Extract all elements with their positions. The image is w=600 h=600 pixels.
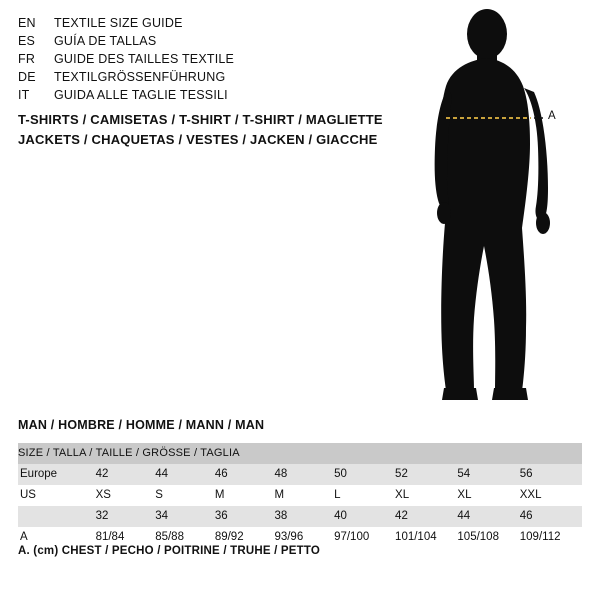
table-cell: 105/108 bbox=[457, 527, 519, 548]
table-cell: 34 bbox=[155, 506, 215, 527]
table-cell: XL bbox=[457, 485, 519, 506]
table-header-label: SIZE / TALLA / TAILLE / GRÖSSE / TAGLIA bbox=[18, 443, 582, 464]
table-cell: L bbox=[334, 485, 395, 506]
legend-row bbox=[18, 14, 378, 32]
table-row bbox=[18, 464, 582, 485]
table-cell: 40 bbox=[334, 506, 395, 527]
table-cell: 56 bbox=[520, 464, 582, 485]
table-cell: 42 bbox=[395, 506, 457, 527]
table-row bbox=[18, 506, 582, 527]
table-cell: XL bbox=[395, 485, 457, 506]
table-cell: 48 bbox=[274, 464, 334, 485]
legend-text: GUIDE DES TAILLES TEXTILE bbox=[54, 52, 235, 66]
table-cell: 46 bbox=[520, 506, 582, 527]
table-cell: 42 bbox=[96, 464, 156, 485]
table-cell: M bbox=[274, 485, 334, 506]
row-label-a: A bbox=[18, 527, 96, 548]
table-cell: 52 bbox=[395, 464, 457, 485]
table-cell: 85/88 bbox=[155, 527, 215, 548]
table-cell: M bbox=[215, 485, 275, 506]
table-cell: S bbox=[155, 485, 215, 506]
garment-types bbox=[18, 110, 398, 150]
legend-code: ES bbox=[18, 34, 36, 48]
row-label-us: US bbox=[18, 485, 96, 506]
section-title-man: MAN / HOMBRE / HOMME / MANN / MAN bbox=[18, 418, 265, 432]
table-cell: 109/112 bbox=[520, 527, 582, 548]
legend-text: GUIDA ALLE TAGLIE TESSILI bbox=[54, 88, 228, 102]
size-table bbox=[18, 443, 582, 548]
legend-row bbox=[18, 50, 378, 68]
table-cell: XXL bbox=[520, 485, 582, 506]
table-cell: 93/96 bbox=[274, 527, 334, 548]
legend-code: EN bbox=[18, 16, 36, 30]
table-cell: 81/84 bbox=[96, 527, 156, 548]
table-row bbox=[18, 485, 582, 506]
table-cell: 97/100 bbox=[334, 527, 395, 548]
table-cell: 44 bbox=[155, 464, 215, 485]
table-cell: 36 bbox=[215, 506, 275, 527]
legend-code: DE bbox=[18, 70, 36, 84]
chest-measure-label: A bbox=[548, 110, 557, 122]
table-cell: 32 bbox=[96, 506, 156, 527]
row-label-europe: Europe bbox=[18, 464, 96, 485]
table-cell: 89/92 bbox=[215, 527, 275, 548]
chest-footnote: A. (cm) CHEST / PECHO / POITRINE / TRUHE / PETTO bbox=[18, 545, 321, 557]
table-cell: 54 bbox=[457, 464, 519, 485]
garment-line-jackets: JACKETS / CHAQUETAS / VESTES / JACKEN / GIACCHE bbox=[18, 132, 378, 147]
legend-row bbox=[18, 86, 378, 104]
body-silhouette-icon bbox=[400, 8, 600, 408]
legend-code: IT bbox=[18, 88, 30, 102]
row-label-blank bbox=[18, 506, 96, 527]
legend-text: TEXTILGRÖSSENFÜHRUNG bbox=[54, 70, 226, 84]
table-cell: 50 bbox=[334, 464, 395, 485]
legend-text: GUÍA DE TALLAS bbox=[54, 34, 157, 48]
male-figure-illustration bbox=[400, 8, 600, 408]
table-cell: XS bbox=[96, 485, 156, 506]
garment-line-tshirts: T-SHIRTS / CAMISETAS / T-SHIRT / T-SHIRT / MAGLIETTE bbox=[18, 112, 383, 127]
table-cell: 101/104 bbox=[395, 527, 457, 548]
legend-row bbox=[18, 68, 378, 86]
table-header-row bbox=[18, 443, 582, 464]
table-cell: 38 bbox=[274, 506, 334, 527]
language-legend bbox=[18, 14, 378, 104]
legend-text: TEXTILE SIZE GUIDE bbox=[54, 16, 183, 30]
table-cell: 46 bbox=[215, 464, 275, 485]
legend-code: FR bbox=[18, 52, 36, 66]
legend-row bbox=[18, 32, 378, 50]
table-cell: 44 bbox=[457, 506, 519, 527]
